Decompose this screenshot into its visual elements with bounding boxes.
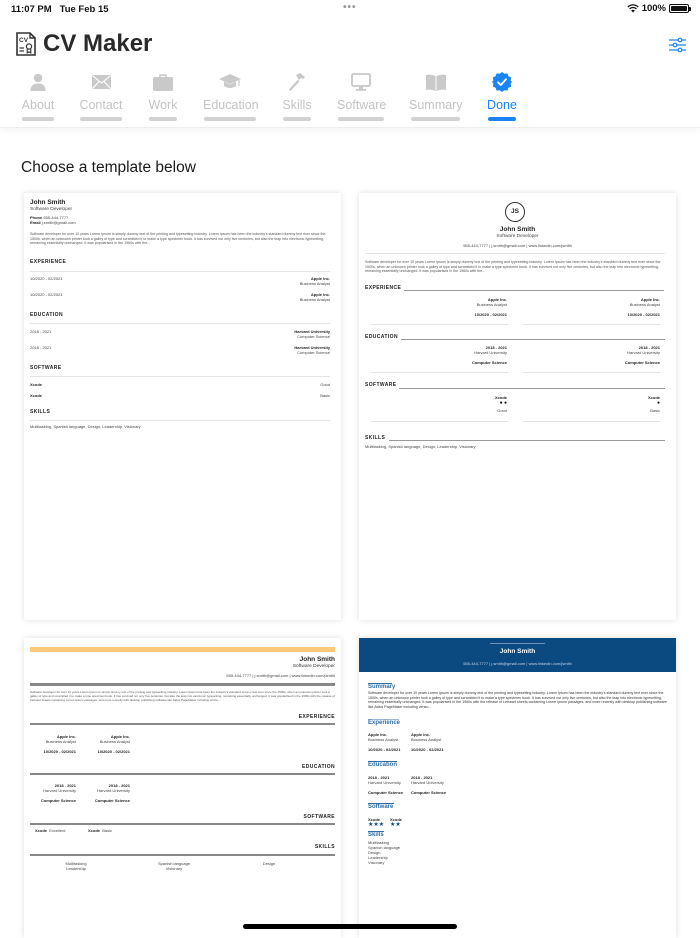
cv-phone: Phone 555-444-7777	[30, 215, 69, 220]
section-education: EDUCATION	[302, 764, 335, 770]
education-item: Harvard University Computer Science	[294, 329, 330, 339]
education-item: Harvard University Computer Science	[294, 345, 330, 355]
cv-document-icon	[16, 32, 36, 56]
template-card-2[interactable]	[359, 193, 676, 620]
experience-item: Apple Inc. Business Analyst 10/2020 - 02/2021	[97, 734, 130, 754]
cv-summary: Software developer for over 10 years Lorem Ipsum is simply dummy text of the printing and typesetting industry. Lorem Ipsum has been the industry's standard dummy text ever since the 1500s, when an unknown printer took a galley of type and scrambled it to make a type specimen book. It has survived not only five centuries, but also the leap into electronic typesetting, remaining essentially unchanged. It was popularised in the 1960s with the...	[30, 232, 326, 246]
graduation-cap-icon	[219, 73, 241, 92]
tab-indicator	[204, 117, 256, 121]
tab-indicator	[80, 117, 122, 121]
experience-item: Apple Inc. Business Analyst 10/2020 - 02/2021	[627, 297, 660, 317]
education-item: 2018 - 2021 Harvard University Computer Science	[40, 783, 76, 803]
wifi-icon	[627, 4, 639, 13]
cv-role: Software Developer	[30, 207, 73, 212]
book-icon	[426, 74, 446, 91]
checkmark-seal-icon	[492, 72, 512, 92]
skills-list: Multitasking Spanish language Design Leadership Visionary	[368, 840, 401, 865]
skills-list: Multitasking, Spanish language, Design, Leadership, Visionary	[30, 424, 141, 429]
skill-col: Multitasking Leadership	[65, 861, 87, 871]
experience-item: Apple Inc. Business Analyst	[299, 292, 330, 302]
tab-skills[interactable]: Skills	[282, 70, 312, 121]
section-software: SOFTWARE	[365, 382, 397, 388]
accent-bar	[30, 647, 335, 652]
sliders-icon[interactable]	[669, 37, 686, 53]
software-item: Xcode Basic	[88, 828, 113, 833]
section-experience: EXPERIENCE	[298, 714, 335, 720]
tab-indicator	[338, 117, 384, 121]
software-item: Xcode ★★★	[368, 817, 385, 828]
tab-work[interactable]: Work	[147, 70, 179, 121]
software-item: Xcode ● Basic	[647, 395, 660, 413]
skill-col: Spanish language Visionary	[157, 861, 191, 871]
experience-item: Apple Inc. Business Analyst 10/2020 - 02/2021	[411, 732, 444, 752]
cv-name: John Smith	[499, 226, 536, 233]
status-bar	[0, 0, 700, 20]
section-experience: EXPERIENCE	[30, 259, 67, 265]
svg-text:CV: CV	[19, 37, 29, 44]
contact-line: 555-444-7777 | j.smith@gmail.com | www.linkedin.com/jsmith	[463, 661, 572, 666]
experience-item: Apple Inc. Business Analyst 10/2020 - 02/2021	[43, 734, 76, 754]
section-education: EDUCATION	[365, 334, 398, 340]
app-title: CV Maker	[43, 30, 153, 57]
cv-summary: Software developer for over 10 years Lorem Ipsum is simply dummy text of the printing and typesetting industry. Lorem Ipsum has been the industry's standard dummy text ever since the 1500s, when an unknown printer took a galley of type and scrambled it to make a type specimen book. It has survived not only five centuries, but also the leap into electronic typesetting, remaining essentially unchanged. It was popularised in the 1960s with the release of Letraset sheets containing Lorem Ipsum passages, and more recently with desktop publishing software like Aldus PageMaker including versio...	[30, 690, 335, 702]
cv-email: Email j.smith@gmail.com	[30, 220, 76, 225]
section-software: SOFTWARE	[303, 814, 335, 820]
experience-item: Apple Inc. Business Analyst	[299, 276, 330, 286]
avatar-initials: JS	[505, 202, 525, 222]
step-tab-bar	[0, 70, 700, 128]
tab-indicator	[149, 117, 177, 121]
section-skills: SKILLS	[30, 409, 51, 415]
hammer-icon	[287, 72, 307, 92]
tab-indicator	[283, 117, 311, 121]
battery-percent: 100%	[641, 3, 666, 14]
experience-item: Apple Inc. Business Analyst 10/2020 - 02/2021	[474, 297, 507, 317]
software-item: Xcode ★★	[390, 817, 403, 828]
tab-indicator	[22, 117, 54, 121]
section-experience: Experience	[368, 720, 401, 726]
section-software: SOFTWARE	[30, 365, 62, 371]
tab-indicator	[488, 117, 516, 121]
skills-list: Multitasking, Spanish language, Design, Leadership, Visionary	[365, 444, 476, 449]
section-skills: SKILLS	[314, 844, 335, 850]
person-icon	[30, 73, 46, 91]
software-item: Xcode ● ● Good	[494, 395, 507, 413]
section-experience: EXPERIENCE	[365, 285, 402, 291]
contact-line: 555-444-7777 | j.smith@gmail.com | www.linkedin.com/jsmith	[463, 243, 572, 248]
multitasking-dots-icon[interactable]: •••	[343, 2, 357, 13]
tab-done[interactable]: Done	[486, 70, 518, 121]
tab-summary[interactable]: Summary	[409, 70, 462, 121]
section-summary: Summary	[368, 684, 396, 690]
cv-name: John Smith	[299, 656, 335, 663]
tab-about[interactable]: About	[20, 70, 56, 121]
education-item: 2018 - 2021 Harvard University Computer Science	[94, 783, 130, 803]
cv-summary: Software developer for over 10 years Lorem Ipsum is simply dummy text of the printing and typesetting industry. Lorem Ipsum has been the industry's standard dummy text ever since the 1500s, when an unknown printer took a galley of type and scrambled it to make a type specimen book. It has survived not only five centuries, but also the leap into electronic typesetting, remaining essentially unchanged. It was popularised in the 1960s with the release of Letraset sheets containing Lorem Ipsum passages, and more recently with desktop publishing software like Aldus PageMaker including versio...	[368, 691, 667, 709]
template-card-4[interactable]	[359, 638, 676, 938]
template-card-1[interactable]: John Smith Software Developer Phone 555-444-7777 Email j.smith@gmail.com Software developer for over 10 years Lorem Ipsum is simply dummy text of the printing and typesetting industry. Lorem Ipsum has been the industry's standard dummy text ever since the 1500s, when an unknown printer took a galley of type and scrambled it to make a type specimen book. It has survived not only five centuries, but also the leap into electronic typesetting, remaining essentially unchanged. It was popularised in the 1960s with the... EXPERIENCE 10/2020 - 02/2021 Apple Inc. Business Analyst 10/2020 - 02/2021 Apple Inc. Business Analyst EDUCATION 2018 - 2021 Harvard University Computer Science 2018 - 2021 Harvard University Computer Science SOFTWARE Xcode Good Xcode Basic SKILLS Multitasking, Spanish language, Design, Leadership, Visionary	[24, 193, 341, 620]
section-skills: Skills	[368, 832, 384, 838]
skill-col: Design	[262, 861, 276, 866]
briefcase-icon	[153, 74, 173, 91]
education-item: 2018 - 2021 Harvard University Computer Science	[411, 775, 447, 795]
cv-name: John Smith	[499, 648, 536, 655]
envelope-icon	[92, 75, 111, 89]
education-item: 2018 - 2021 Harvard University Computer Science	[471, 345, 507, 365]
status-time: 11:07 PM Tue Feb 15	[11, 4, 109, 15]
contact-line: 555-444-7777 | j.smith@gmail.com | www.linkedin.com/jsmith	[226, 673, 335, 678]
template-card-3[interactable]	[24, 638, 341, 938]
desktop-icon	[351, 73, 371, 91]
cv-summary: Software developer for over 10 years Lorem Ipsum is simply dummy text of the printing and typesetting industry. Lorem Ipsum has been the industry's standard dummy text ever since the 1500s, when an unknown printer took a galley of type and scrambled it to make a type specimen book. It has survived not only five centuries, but also the leap into electronic typesetting, remaining essentially unchanged. It was popularised in the 1960s with the...	[365, 260, 661, 274]
page-heading: Choose a template below	[21, 159, 196, 176]
tab-contact[interactable]: Contact	[79, 70, 123, 121]
education-item: 2018 - 2021 Harvard University Computer Science	[368, 775, 404, 795]
section-skills: SKILLS	[365, 435, 386, 441]
tab-education[interactable]: Education	[203, 70, 257, 121]
section-education: Education	[368, 762, 398, 768]
experience-item: Apple Inc. Business Analyst 10/2020 - 02/2021	[368, 732, 401, 752]
cv-role: Software Developer	[292, 664, 335, 669]
battery-icon	[669, 4, 689, 13]
cv-role: Software Developer	[496, 234, 539, 239]
software-item: Xcode Excellent	[35, 828, 66, 833]
app-header	[0, 26, 700, 66]
section-education: EDUCATION	[30, 312, 63, 318]
home-indicator[interactable]	[243, 924, 457, 929]
tab-indicator	[411, 117, 460, 121]
tab-software[interactable]: Software	[337, 70, 385, 121]
cv-name: John Smith	[30, 199, 66, 206]
section-software: Software	[368, 804, 394, 810]
education-item: 2018 - 2021 Harvard University Computer Science	[624, 345, 660, 365]
